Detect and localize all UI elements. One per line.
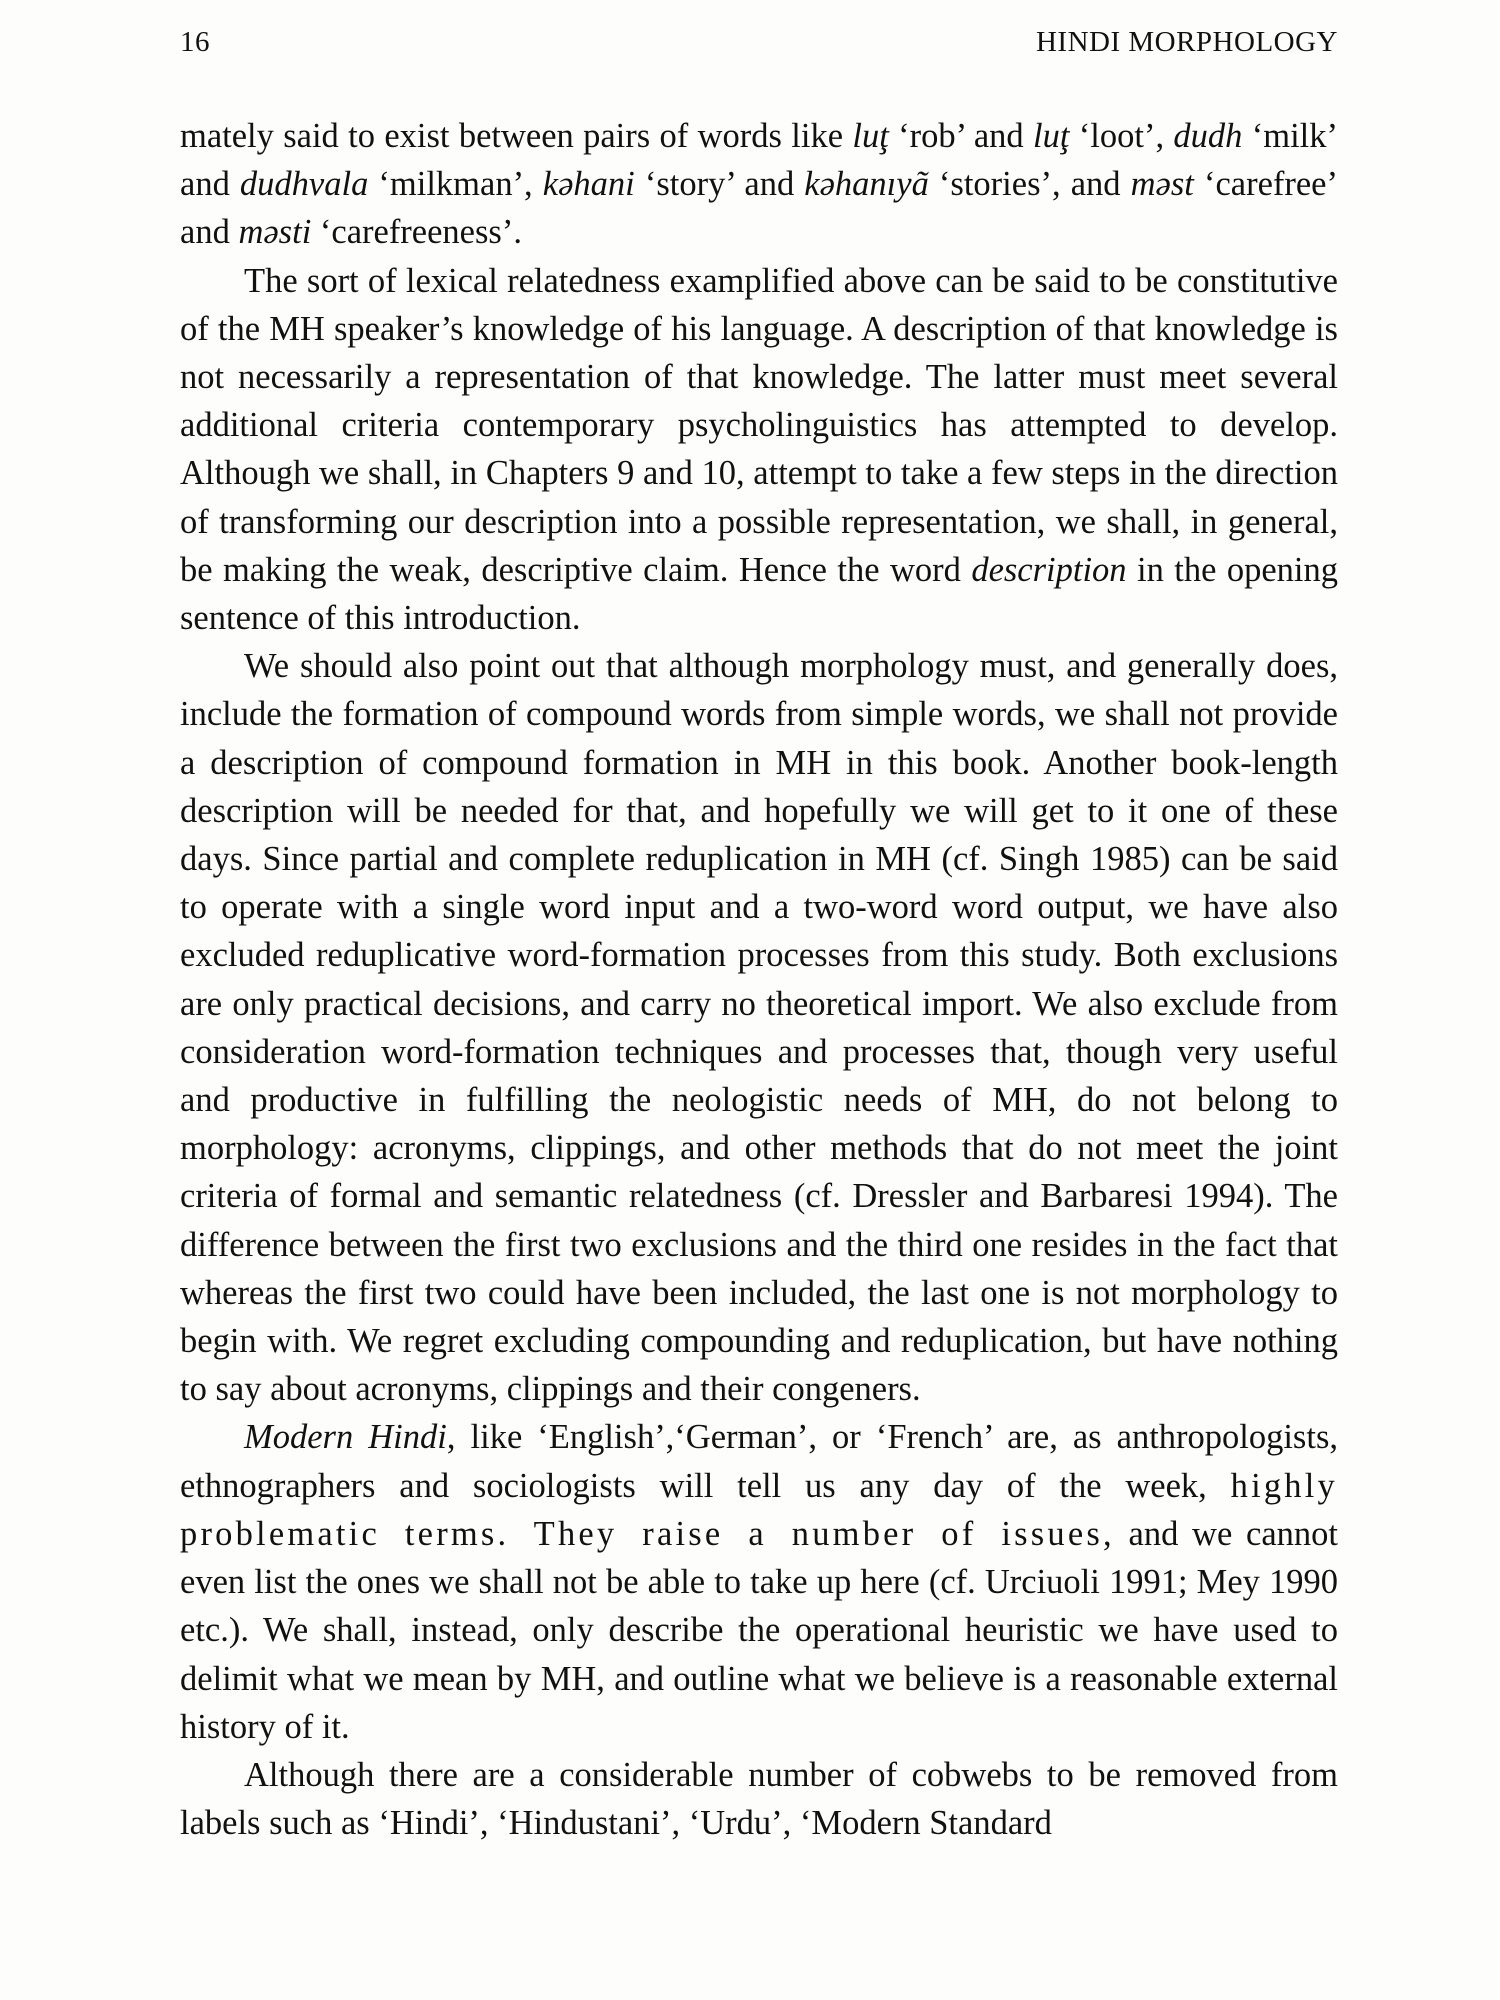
italic-term: məsti [238,213,312,252]
italic-term: məst [1130,165,1194,204]
text-run: mately said to exist between pairs of words like [180,117,853,155]
text-run: ‘stories’, and [928,165,1131,204]
italic-term: dudhvala [239,165,369,204]
text-run: ‘carefree’ and [180,165,1338,252]
text-run: We should also point out that although morphology must, and generally does, include the formation of compound words from simple words, we shall not provide a description of compound formation in MH in this book. Another book-length description will be needed for that, and hopefully we will get to it one of these days. Since partial and complete reduplication in MH (cf. Singh 1985) can be said to operate with a single word input and a two-word word output, we have also excluded reduplicative word-formation processes from this study. Both exclusions are only practical decisions, and carry no theoretical import. We also exclude from consideration word-formation techniques and processes that, though very useful and productive in fulfilling the neologistic needs of MH, do not belong to morphology: acronyms, clippings, and other methods that do not meet the joint criteria of formal and semantic relatedness (cf. Dressler and Barbaresi 1994). The difference between the first two exclusions and the third one resides in the fact that whereas the first two could have been included, the last one is not morphology to begin with. We regret excluding compounding and reduplication, but have nothing to say about acronyms, clippings and their congeners. [180,647,1338,1409]
page-number: 16 [180,26,210,58]
italic-term: luţ [852,117,889,155]
paragraph [180,112,1338,257]
text-run: ‘rob’ and [888,117,1034,155]
text-run: Although there are a considerable number of cobwebs to be removed from labels such as ‘Hindi’, ‘Hindustani’, ‘Urdu’, ‘Modern Standard [180,1755,1338,1843]
paragraph [180,1751,1338,1847]
page-header [180,26,1338,70]
italic-term: kəhanıyã [804,165,929,204]
paragraph [180,257,1338,643]
body-text [180,112,1338,1847]
running-head: HINDI MORPHOLOGY [1035,26,1338,58]
text-run: ‘milk’ and [180,117,1338,204]
italic-term: dudh [1173,117,1243,155]
text-run: ‘milkman’, [368,165,543,204]
italic-term: kəhani [542,165,635,204]
text-run: in the opening sentence of this introduction. [180,550,1338,638]
text-run: ‘story’ and [634,165,805,204]
text-run: , like ‘English’,‘German’, or ‘French’ are, as anthropologists, ethnographers and sociologists will tell us any day of the week, [180,1418,1338,1505]
paragraph [180,642,1338,1413]
italic-term: Modern Hindi [244,1418,447,1457]
italic-term: description [971,550,1127,589]
paragraph [180,1413,1338,1750]
spaced-text: highly problematic terms. They raise a number of issues, [180,1466,1338,1553]
text-run: ‘loot’, [1069,117,1174,155]
italic-term: luţ [1033,117,1070,155]
text-run: ‘carefreeness’. [311,213,522,252]
text-run: and we cannot even list the ones we shall not be able to take up here (cf. Urciuoli 1991; Mey 1990 etc.). We shall, instead, only describe the operational heuristic we have used to delimit what we mean by MH, and outline what we believe is a reasonable external history of it. [180,1514,1338,1746]
text-run: The sort of lexical relatedness examplified above can be said to be constitutive of the MH speaker’s knowledge of his language. A description of that knowledge is not necessarily a representation of that knowledge. The latter must meet several additional criteria contemporary psycholinguistics has attempted to develop. Although we shall, in Chapters 9 and 10, attempt to take a few steps in the direction of transforming our description into a possible representation, we shall, in general, be making the weak, descriptive claim. Hence the word [180,261,1338,589]
